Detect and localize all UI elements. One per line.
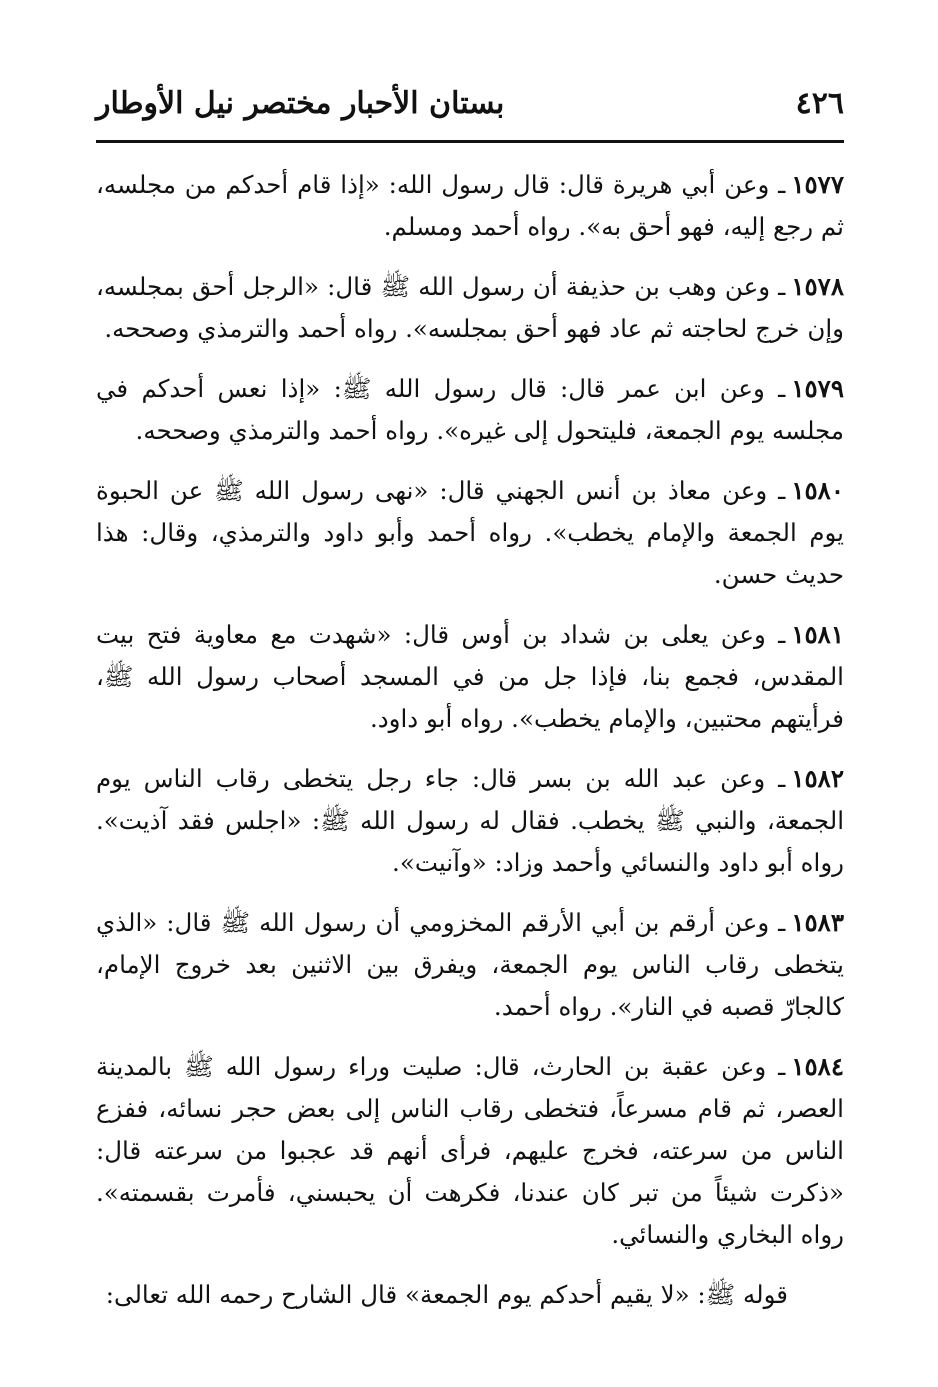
commentary-intro: قوله ﷺ: «لا يقيم أحدكم يوم الجمعة» قال الشارح رحمه الله تعالى: xyxy=(105,1280,788,1309)
hadith-number: ١٥٨٣ xyxy=(791,908,844,937)
running-title: بستان الأحبار مختصر نيل الأوطار xyxy=(96,86,505,121)
hadith-number: ١٥٧٨ xyxy=(791,272,844,301)
hadith-number: ١٥٨٢ xyxy=(791,764,844,793)
hadith-number: ١٥٨١ xyxy=(791,620,844,649)
page-header xyxy=(96,78,844,142)
hadith-paragraph xyxy=(96,614,844,740)
hadith-paragraph xyxy=(96,1046,844,1256)
hadith-paragraph xyxy=(96,368,844,452)
hadith-text: ـ وعن ابن عمر قال: قال رسول الله ﷺ: «إذا نعس أحدكم في مجلسه يوم الجمعة، فليتحول إلى غيره». رواه أحمد والترمذي وصححه. xyxy=(96,374,844,445)
hadith-number: ١٥٧٩ xyxy=(791,374,844,403)
hadith-number: ١٥٨٠ xyxy=(791,476,844,505)
hadith-paragraph xyxy=(96,164,844,248)
hadith-paragraph xyxy=(96,758,844,884)
hadith-text: ـ وعن معاذ بن أنس الجهني قال: «نهى رسول الله ﷺ عن الحبوة يوم الجمعة والإمام يخطب». رواه أحمد وأبو داود والترمذي، وقال: هذا حديث حسن. xyxy=(96,476,844,589)
header-rule xyxy=(96,140,844,143)
hadith-text: ـ وعن يعلى بن شداد بن أوس قال: «شهدت مع معاوية فتح بيت المقدس، فجمع بنا، فإذا جل من في المسجد أصحاب رسول الله ﷺ، فرأيتهم محتبين، والإمام يخطب». رواه أبو داود. xyxy=(96,620,844,733)
hadith-paragraph xyxy=(96,470,844,596)
book-page xyxy=(96,78,844,1358)
hadith-text: ـ وعن أبي هريرة قال: قال رسول الله: «إذا قام أحدكم من مجلسه، ثم رجع إليه، فهو أحق به». رواه أحمد ومسلم. xyxy=(96,170,844,241)
hadith-text: ـ وعن عبد الله بن بسر قال: جاء رجل يتخطى رقاب الناس يوم الجمعة، والنبي ﷺ يخطب. فقال له رسول الله ﷺ: «اجلس فقد آذيت». رواه أبو داود والنسائي وأحمد وزاد: «وآنيت». xyxy=(96,764,844,877)
hadith-number: ١٥٧٧ xyxy=(791,170,844,199)
page-body xyxy=(96,142,844,1316)
hadith-text: ـ وعن عقبة بن الحارث، قال: صليت وراء رسول الله ﷺ بالمدينة العصر، ثم قام مسرعاً، فتخطى رقاب الناس إلى بعض حجر نسائه، ففزع الناس من سرعته، فخرج عليهم، فرأى أنهم قد عجبوا من سرعته قال: «ذكرت شيئاً من تبر كان عندنا، فكرهت أن يحبسني، فأمرت بقسمته». رواه البخاري والنسائي. xyxy=(96,1052,844,1249)
hadith-paragraph xyxy=(96,266,844,350)
page-number: ٤٢٦ xyxy=(795,86,844,121)
hadith-text: ـ وعن أرقم بن أبي الأرقم المخزومي أن رسول الله ﷺ قال: «الذي يتخطى رقاب الناس يوم الجمعة، ويفرق بين الاثنين بعد خروج الإمام، كالجارّ قصبه في النار». رواه أحمد. xyxy=(96,908,844,1021)
hadith-text: ـ وعن وهب بن حذيفة أن رسول الله ﷺ قال: «الرجل أحق بمجلسه، وإن خرج لحاجته ثم عاد فهو أحق بمجلسه». رواه أحمد والترمذي وصححه. xyxy=(96,272,844,343)
hadith-paragraph xyxy=(96,902,844,1028)
hadith-number: ١٥٨٤ xyxy=(791,1052,844,1081)
